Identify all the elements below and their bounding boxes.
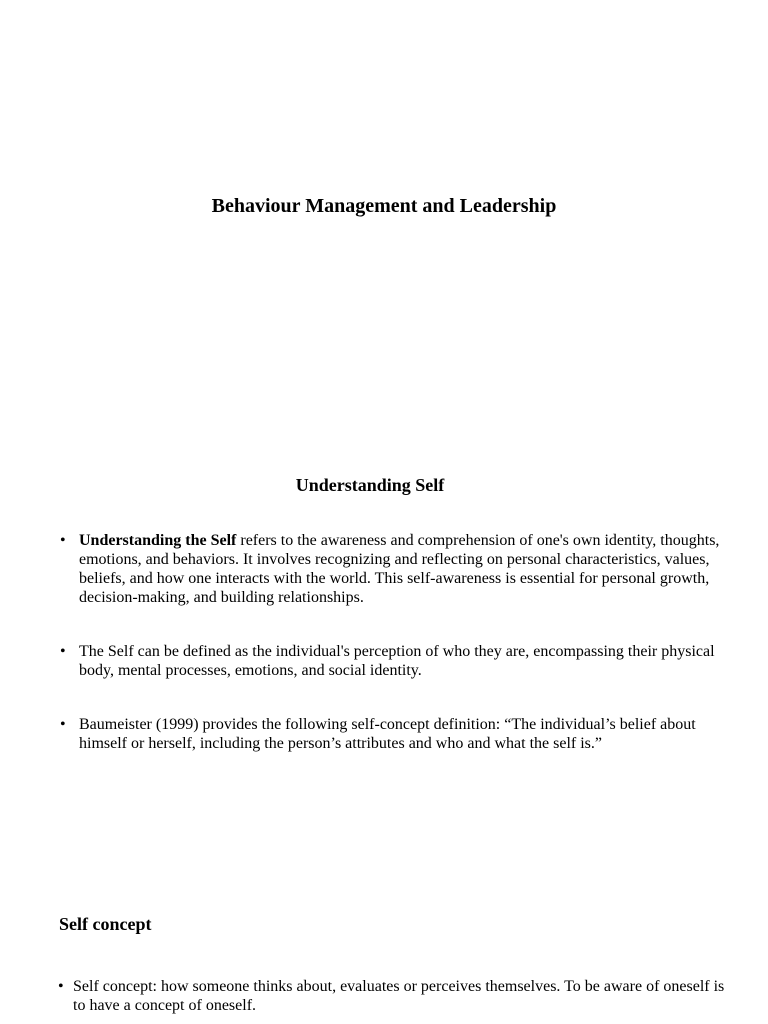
bullet-item-self-definition [60, 642, 728, 680]
bullet-text: Self concept: how someone thinks about, evaluates or perceives themselves. To be aware of oneself is to have a concept of oneself. [73, 978, 725, 1014]
bullet-marker: • [60, 532, 66, 549]
bullet-text [79, 531, 728, 607]
bullet-marker: • [58, 978, 64, 995]
bullet-text: The Self can be defined as the individual's perception of who they are, encompassing their physical body, mental processes, emotions, and social identity. [79, 643, 715, 679]
bullet-marker: • [60, 716, 66, 733]
bullet-body: refers to the awareness and comprehension of one's own identity, thoughts, emotions, and behaviors. It involves recognizing and reflecting on personal characteristics, values, beliefs, and how one interacts with the world. This self-awareness is essential for personal growth, decision-making, and building relationships. [79, 532, 720, 606]
section-heading-understanding-self: Understanding Self [295, 475, 445, 495]
bullet-item-self-concept [58, 977, 728, 1015]
section-heading-self-concept: Self concept [59, 914, 152, 934]
bullet-item-understanding-the-self [60, 531, 728, 607]
bullet-text: Baumeister (1999) provides the following self-concept definition: “The individual’s belief about himself or herself, including the person’s attributes and who and what the self is.” [79, 716, 696, 752]
bullet-item-baumeister-definition [60, 715, 728, 753]
bullet-bold-lead: Understanding the Self [79, 532, 237, 549]
bullet-marker: • [60, 643, 66, 660]
document-title: Behaviour Management and Leadership [211, 195, 557, 217]
